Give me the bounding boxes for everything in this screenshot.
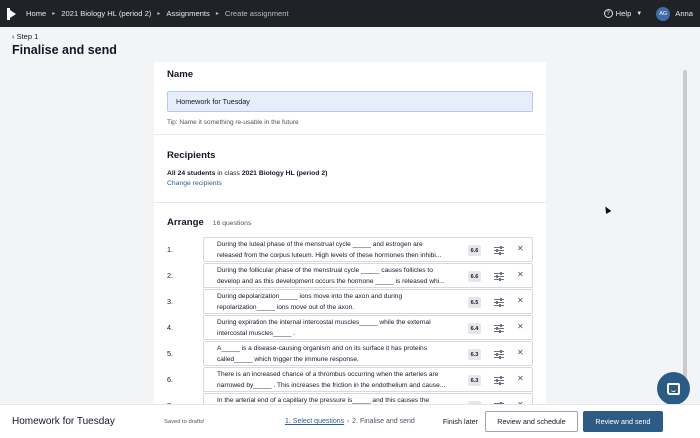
help-circle-icon: ?	[604, 9, 613, 18]
chat-bubble-icon	[667, 383, 680, 395]
bottom-action-bar	[0, 404, 700, 438]
finish-later-button[interactable]: Finish later	[442, 417, 478, 426]
breadcrumb-separator-icon: ▸	[215, 11, 219, 17]
top-nav-bar	[0, 0, 700, 27]
question-text-line-1: During expiration the internal intercostal muscles_____ while the external	[217, 319, 431, 326]
name-heading: Name	[167, 69, 194, 80]
recipients-mid-text: in class	[215, 170, 242, 177]
question-text-line-2: called_____ which trigger the immune response.	[217, 355, 359, 363]
recipients-class: 2021 Biology HL (period 2)	[241, 170, 328, 177]
question-number: 3.	[167, 297, 173, 306]
question-text-line-1: A_____ is a disease-causing organism and on its surface it has proteins	[217, 345, 428, 352]
question-text	[217, 318, 464, 339]
breadcrumb-separator-icon: ▸	[52, 11, 56, 17]
question-text-line-1: During depolarization_____ ions move into the axon and during	[217, 293, 403, 300]
top-right-controls	[604, 7, 693, 21]
question-card[interactable]	[203, 237, 533, 262]
difficulty-badge: 6.6	[468, 271, 481, 282]
sliders-icon[interactable]	[494, 297, 504, 307]
question-row[interactable]	[167, 315, 533, 341]
question-row[interactable]	[167, 289, 533, 315]
page-title: Finalise and send	[12, 43, 117, 57]
sliders-icon[interactable]	[494, 349, 504, 359]
question-card[interactable]	[203, 289, 533, 314]
difficulty-badge: 6.5	[468, 297, 481, 308]
question-count: 16 questions	[212, 220, 252, 227]
question-text	[217, 266, 464, 287]
sliders-icon[interactable]	[494, 245, 504, 255]
difficulty-badge: 6.4	[468, 323, 481, 334]
question-row[interactable]	[167, 237, 533, 263]
change-recipients-link[interactable]: Change recipients	[167, 180, 222, 187]
arrange-header	[167, 217, 533, 228]
question-text-line-2: develop and as this development occurs the hormone _____ is released whi...	[217, 277, 445, 285]
arrange-section	[154, 203, 546, 419]
question-list	[167, 237, 533, 419]
question-text-line-1: During the follicular phase of the menstrual cycle _____ causes follicles to	[217, 267, 433, 274]
chevron-left-icon: ‹	[12, 32, 15, 41]
save-status: Saved to drafts!	[164, 418, 205, 425]
review-and-send-button[interactable]: Review and send	[583, 411, 663, 432]
question-number: 4.	[167, 323, 173, 332]
difficulty-badge: 6.3	[468, 349, 481, 360]
avatar: AG	[656, 7, 670, 21]
question-card[interactable]	[203, 263, 533, 288]
back-link-label: Step 1	[16, 32, 39, 41]
recipients-section	[154, 135, 546, 203]
question-card[interactable]	[203, 367, 533, 392]
help-menu[interactable]	[604, 9, 643, 18]
question-text-line-2: released from the corpus luteum. High levels of these hormones then inhibi...	[217, 251, 442, 259]
question-card[interactable]	[203, 341, 533, 366]
breadcrumb-current: Create assignment	[224, 9, 289, 18]
page-scrollbar[interactable]	[683, 70, 687, 380]
chat-support-button[interactable]	[657, 372, 690, 405]
question-text-line-1: There is an increased chance of a thrombus occurring when the arteries are	[217, 371, 439, 378]
breadcrumb-class[interactable]: 2021 Biology HL (period 2)	[61, 9, 152, 18]
step-2-current: 2. Finalise and send	[352, 418, 415, 425]
question-number: 2.	[167, 271, 173, 280]
difficulty-badge: 6.3	[468, 375, 481, 386]
mouse-cursor-icon	[603, 205, 612, 214]
assignment-title: Homework for Tuesday	[12, 416, 115, 427]
close-icon[interactable]: ✕	[517, 270, 524, 279]
brand-logo-icon[interactable]	[7, 8, 17, 20]
breadcrumb-home[interactable]: Home	[26, 9, 47, 18]
chevron-down-icon: ▼	[636, 10, 643, 17]
question-text-line-2: repolarization_____ ions move out of the axon.	[217, 303, 355, 311]
close-icon[interactable]: ✕	[517, 322, 524, 331]
close-icon[interactable]: ✕	[517, 374, 524, 383]
sliders-icon[interactable]	[494, 271, 504, 281]
breadcrumb-assignments[interactable]: Assignments	[166, 9, 210, 18]
question-text-line-1: In the arterial end of a capillary the pressure is_____ and this causes the	[217, 397, 430, 404]
question-row[interactable]	[167, 263, 533, 289]
question-text-line-1: During the luteal phase of the menstrual cycle _____ and estrogen are	[217, 241, 423, 248]
question-card[interactable]	[203, 315, 533, 340]
question-number: 1.	[167, 245, 173, 254]
back-to-step-1-link[interactable]	[12, 32, 38, 41]
breadcrumb-separator-icon: ▸	[157, 11, 161, 17]
question-row[interactable]	[167, 341, 533, 367]
recipients-heading: Recipients	[167, 150, 216, 161]
assignment-form-card	[154, 62, 546, 404]
question-number: 6.	[167, 375, 173, 384]
chevron-right-icon: ›	[347, 418, 350, 425]
question-text	[217, 240, 464, 261]
question-text	[217, 370, 464, 391]
recipients-summary	[167, 170, 533, 177]
recipients-count: All 24 students	[167, 170, 216, 177]
user-name: Anna	[675, 9, 693, 18]
question-number: 5.	[167, 349, 173, 358]
question-text	[217, 292, 464, 313]
close-icon[interactable]: ✕	[517, 244, 524, 253]
step-indicator	[285, 418, 415, 425]
assignment-name-input[interactable]	[167, 91, 533, 112]
arrange-heading: Arrange	[167, 217, 204, 228]
close-icon[interactable]: ✕	[517, 296, 524, 305]
question-text-line-2: intercostal muscles_____ .	[217, 329, 296, 337]
help-label: Help	[615, 9, 632, 18]
question-text	[217, 344, 464, 365]
name-tip: Tip: Name it something re-usable in the future	[167, 119, 299, 126]
sliders-icon[interactable]	[494, 375, 504, 385]
question-text-line-2: narrowed by_____ . This increases the friction in the endothelium and cause...	[217, 381, 446, 389]
question-row[interactable]	[167, 367, 533, 393]
step-1-link[interactable]: 1. Select questions	[285, 418, 345, 425]
difficulty-badge: 6.6	[468, 245, 481, 256]
close-icon[interactable]: ✕	[517, 348, 524, 357]
review-and-schedule-button[interactable]: Review and schedule	[485, 411, 578, 432]
user-menu[interactable]	[656, 7, 693, 21]
sliders-icon[interactable]	[494, 323, 504, 333]
name-section	[154, 62, 546, 135]
